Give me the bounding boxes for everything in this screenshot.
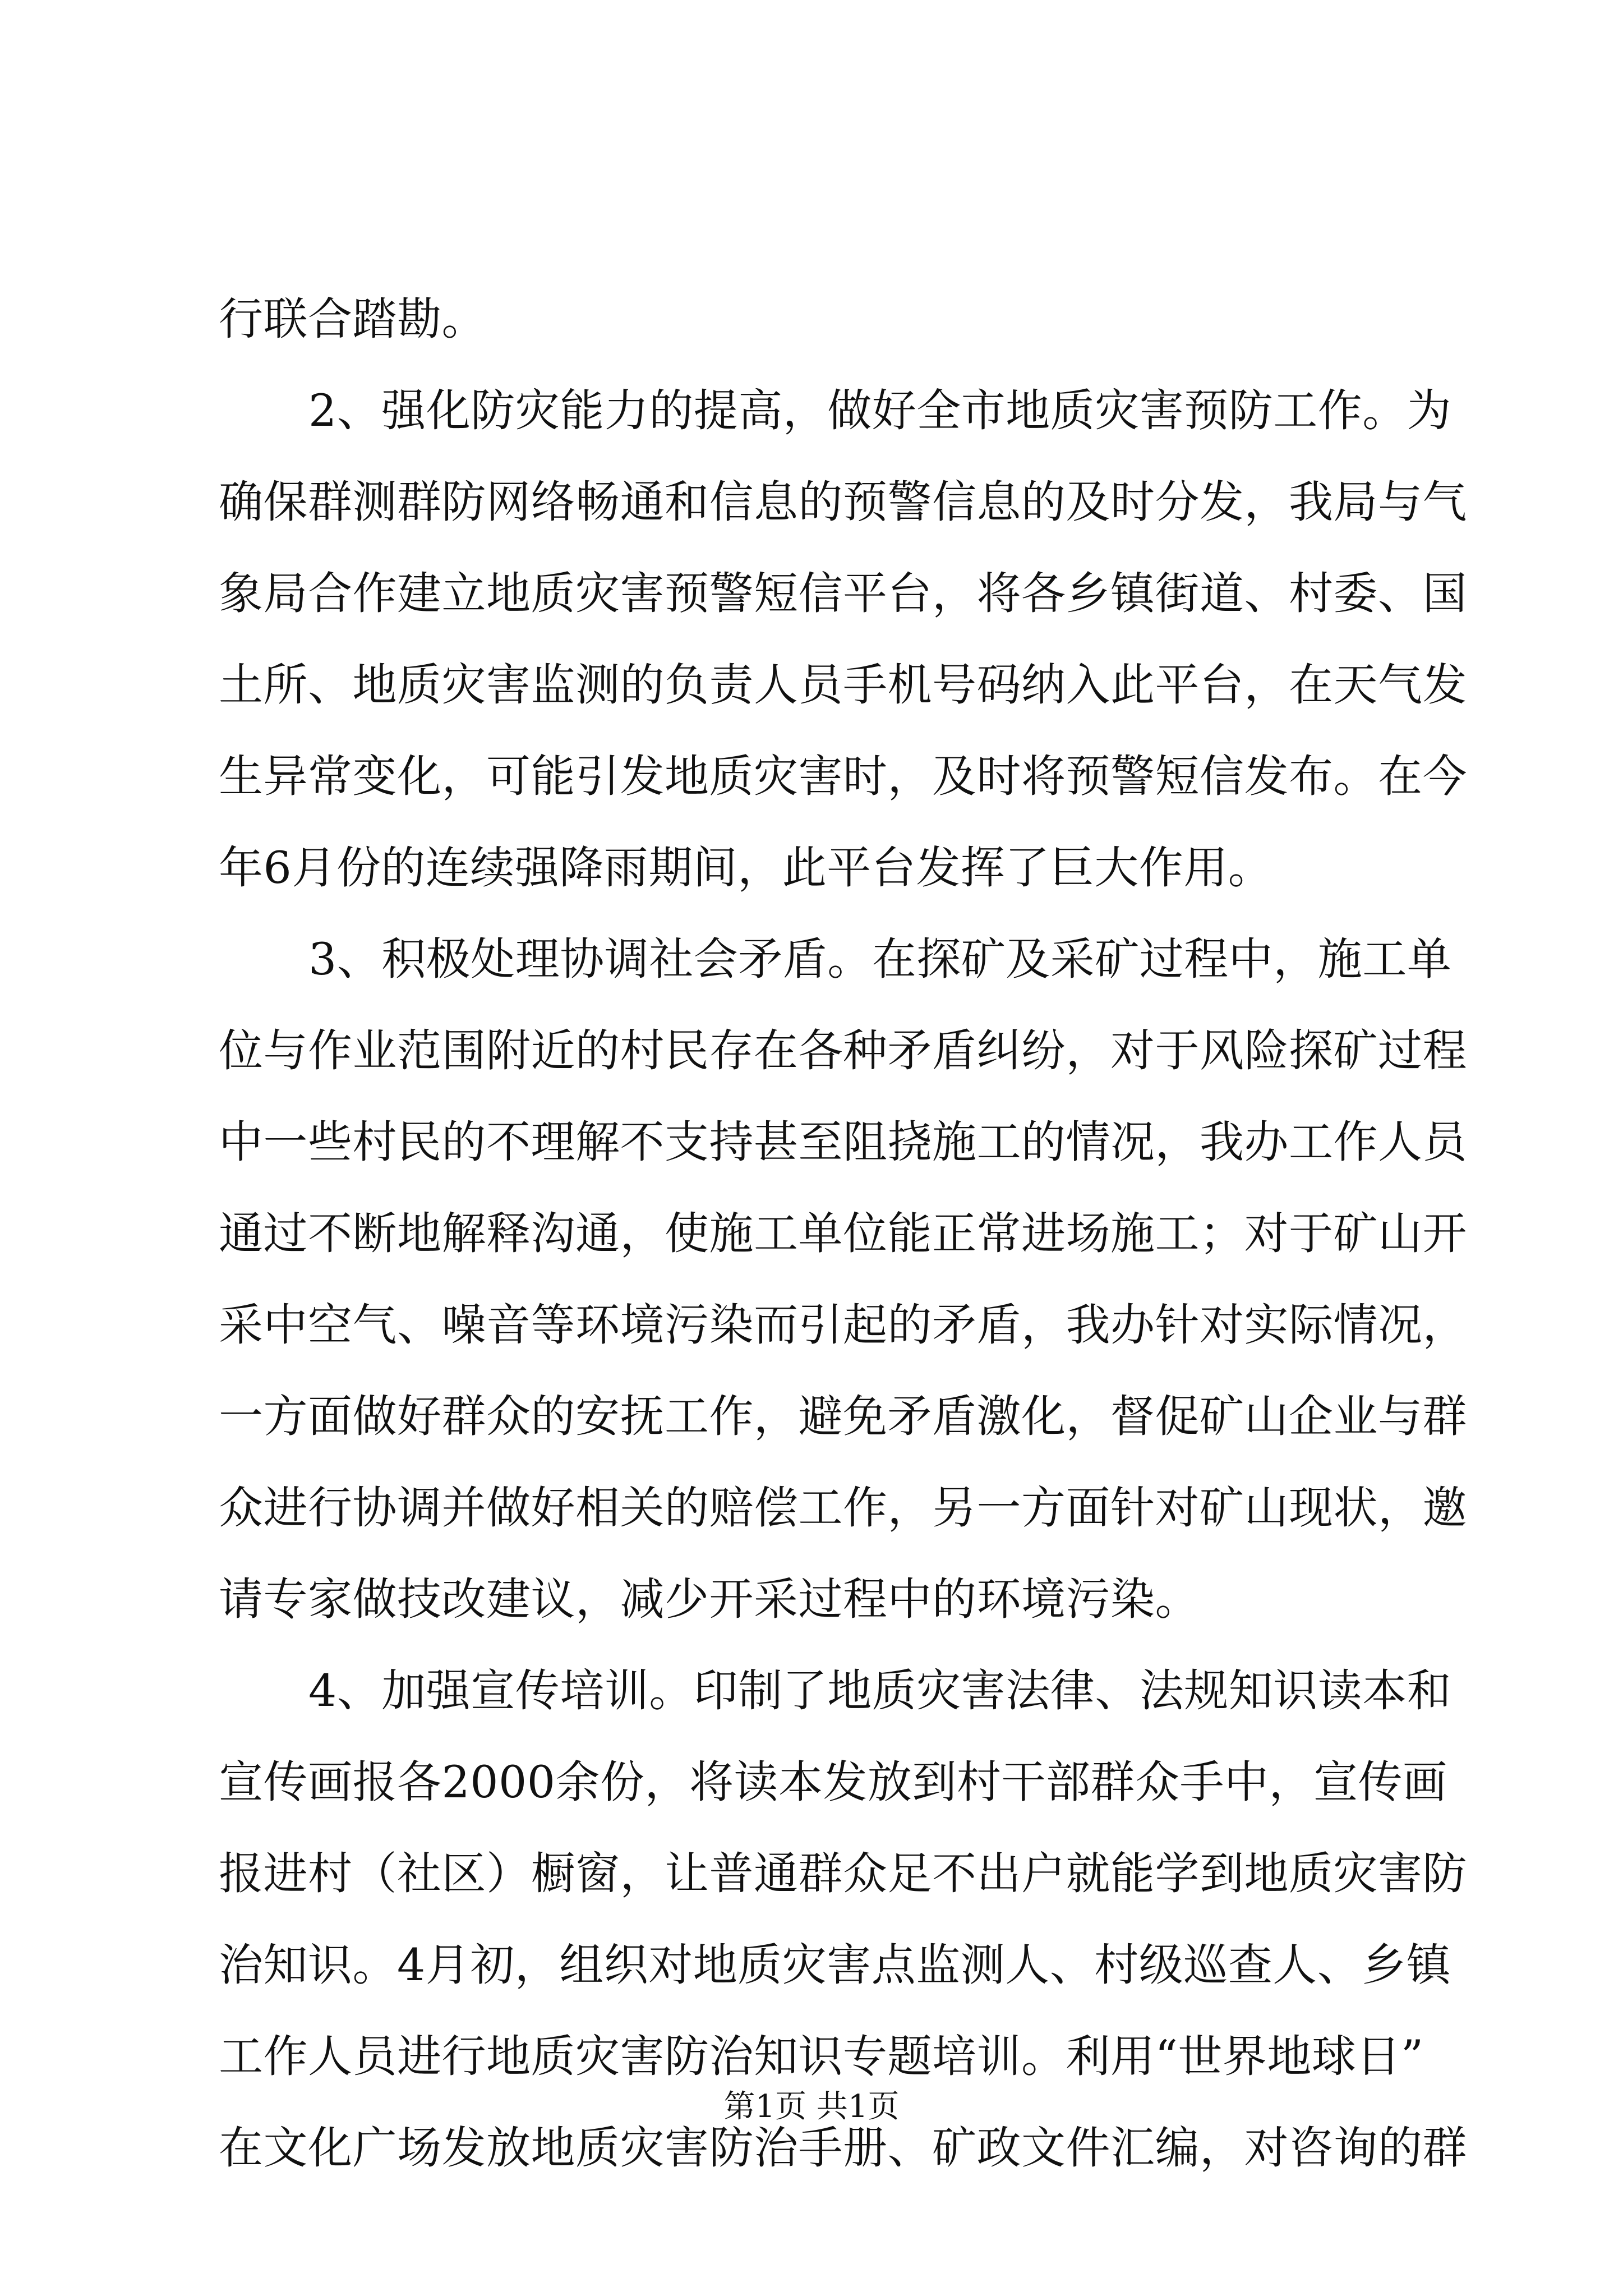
text-line: 象局合作建立地质灾害预警短信平台，将各乡镇街道、村委、国 — [219, 568, 1467, 619]
text-line: 年6月份的连续强降雨期间，此平台发挥了巨大作用。 — [219, 842, 1273, 894]
text-line: 众进行协调并做好相关的赔偿工作，另一方面针对矿山现状，邀 — [219, 1482, 1467, 1534]
paragraph-4-start: 4、加强宣传培训。印制了地质灾害法律、法规知识读本和 — [308, 1665, 1452, 1717]
paragraph-3-start: 3、积极处理协调社会矛盾。在探矿及采矿过程中，施工单 — [308, 933, 1452, 985]
text-line: 采中空气、噪音等环境污染而引起的矛盾，我办针对实际情况， — [219, 1299, 1467, 1351]
text-line: 请专家做技改建议，减少开采过程中的环境污染。 — [219, 1573, 1200, 1625]
paragraph-2-start: 2、强化防灾能力的提高，做好全市地质灾害预防工作。为 — [308, 385, 1452, 436]
text-line: 土所、地质灾害监测的负责人员手机号码纳入此平台，在天气发 — [219, 659, 1467, 711]
text-line: 宣传画报各2000余份，将读本发放到村干部群众手中，宣传画 — [219, 1756, 1447, 1808]
text-line: 治知识。4月初，组织对地质灾害点监测人、村级巡查人、乡镇 — [219, 1939, 1451, 1991]
text-line: 确保群测群防网络畅通和信息的预警信息的及时分发，我局与气 — [219, 476, 1467, 528]
document-body — [219, 274, 1467, 2194]
page-footer — [0, 2085, 1623, 2129]
text-line: 位与作业范围附近的村民存在各种矛盾纠纷，对于风险探矿过程 — [219, 1025, 1467, 1076]
text-line: 行联合踏勘。 — [219, 293, 486, 345]
text-line: 在文化广场发放地质灾害防治手册、矿政文件汇编，对咨询的群 — [219, 2122, 1467, 2174]
text-line: 中一些村民的不理解不支持甚至阻挠施工的情况，我办工作人员 — [219, 1116, 1467, 1168]
text-line: 通过不断地解释沟通，使施工单位能正常进场施工；对于矿山开 — [219, 1208, 1467, 1259]
text-line: 报进村（社区）橱窗，让普通群众足不出户就能学到地质灾害防 — [219, 1848, 1467, 1899]
text-line: 生异常变化，可能引发地质灾害时，及时将预警短信发布。在今 — [219, 751, 1467, 802]
text-line: 工作人员进行地质灾害防治知识专题培训。利用“世界地球日” — [219, 2031, 1424, 2082]
page-number: 第1页 共1页 — [723, 2088, 900, 2125]
text-line: 一方面做好群众的安抚工作，避免矛盾激化，督促矿山企业与群 — [219, 1391, 1467, 1442]
